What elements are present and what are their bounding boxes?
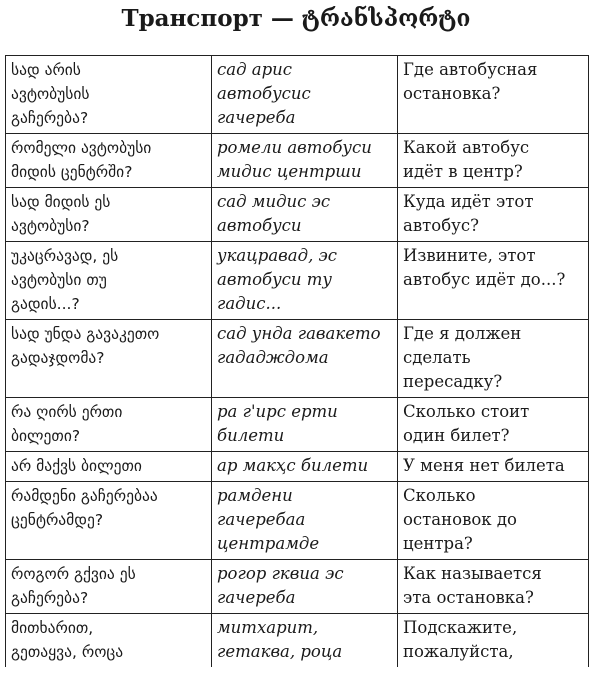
transliteration-cell (212, 452, 398, 482)
cell-line: Как называется (403, 564, 542, 583)
cell-line: рогор гквиа эс (217, 564, 344, 583)
table-row (6, 560, 589, 614)
page-title: Транспорт — ტრანსპორტი (121, 5, 471, 32)
cell-line: გაჩერება? (11, 109, 89, 127)
cell-line: რომელი ავტობუსი (11, 139, 152, 157)
cell-line: გეთაყვა, როცა (11, 643, 124, 661)
transliteration-cell (212, 398, 398, 452)
cell-line: автобус идёт до...? (403, 270, 566, 289)
cell-line: ავტობუსი თუ (11, 271, 107, 289)
georgian-cell (6, 614, 212, 668)
transliteration-cell (212, 188, 398, 242)
cell-line: один билет? (403, 426, 510, 445)
russian-cell (398, 134, 589, 188)
cell-line: სად მიდის ეს (11, 193, 111, 211)
russian-cell (398, 242, 589, 320)
table-row (6, 56, 589, 134)
cell-line: Извините, этот (403, 246, 536, 265)
transliteration-cell (212, 614, 398, 668)
table-row (6, 134, 589, 188)
cell-line: автобусис (217, 84, 311, 103)
cell-line: гадис... (217, 294, 282, 313)
cell-line: пожалуйста, (403, 642, 514, 661)
russian-cell (398, 614, 589, 668)
georgian-cell (6, 398, 212, 452)
cell-line: როგორ გქვია ეს (11, 565, 136, 583)
cell-line: ар макҳс билети (217, 456, 369, 475)
georgian-cell (6, 134, 212, 188)
georgian-cell (6, 482, 212, 560)
russian-cell (398, 188, 589, 242)
russian-cell (398, 56, 589, 134)
cell-line: У меня нет билета (403, 456, 565, 475)
transliteration-cell (212, 482, 398, 560)
cell-line: центрамде (217, 534, 320, 553)
cell-line: гачереба (217, 108, 296, 127)
cell-line: გადაჯდომა? (11, 349, 105, 367)
cell-line: Где автобусная (403, 60, 538, 79)
cell-line: Подскажите, (403, 618, 518, 637)
cell-line: ромели автобуси (217, 138, 372, 157)
cell-line: сделать (403, 348, 471, 367)
russian-cell (398, 560, 589, 614)
cell-line: автобус? (403, 216, 479, 235)
cell-line: митхарит, (217, 618, 319, 637)
cell-line: მიდის ცენტრში? (11, 163, 133, 181)
georgian-cell (6, 320, 212, 398)
table-row (6, 398, 589, 452)
russian-cell (398, 320, 589, 398)
cell-line: центра? (403, 534, 473, 553)
cell-line: რა ღირს ერთი (11, 403, 123, 421)
table-row (6, 188, 589, 242)
cell-line: гададждома (217, 348, 329, 367)
phrase-table-body (6, 56, 589, 668)
cell-line: რამდენი გაჩერებაა (11, 487, 158, 505)
cell-line: пересадку? (403, 372, 503, 391)
cell-line: Где я должен (403, 324, 522, 343)
cell-line: автобуси (217, 216, 302, 235)
transliteration-cell (212, 56, 398, 134)
cell-line: мидис центрши (217, 162, 362, 181)
russian-cell (398, 452, 589, 482)
cell-line: გადის...? (11, 295, 80, 313)
georgian-cell (6, 560, 212, 614)
cell-line: идёт в центр? (403, 162, 523, 181)
georgian-cell (6, 452, 212, 482)
cell-line: гетаква, роца (217, 642, 343, 661)
cell-line: сад мидис эс (217, 192, 331, 211)
cell-line: ცენტრამდე? (11, 511, 104, 529)
cell-line: არ მაქვს ბილეთი (11, 457, 142, 475)
table-row (6, 614, 589, 668)
cell-line: остановка? (403, 84, 501, 103)
cell-line: билети (217, 426, 285, 445)
georgian-cell (6, 188, 212, 242)
cell-line: სად უნდა გავაკეთო (11, 325, 160, 343)
cell-line: სად არის (11, 61, 81, 79)
cell-line: Куда идёт этот (403, 192, 534, 211)
table-row (6, 452, 589, 482)
transliteration-cell (212, 134, 398, 188)
cell-line: автобуси ту (217, 270, 332, 289)
cell-line: остановок до (403, 510, 517, 529)
cell-line: უკაცრავად, ეს (11, 247, 119, 265)
russian-cell (398, 482, 589, 560)
cell-line: гачеребаа (217, 510, 306, 529)
cell-line: эта остановка? (403, 588, 534, 607)
russian-cell (398, 398, 589, 452)
georgian-cell (6, 56, 212, 134)
cell-line: гачереба (217, 588, 296, 607)
cell-line: ავტობუსის (11, 85, 90, 103)
cell-line: ра г'ирс ерти (217, 402, 338, 421)
cell-line: Сколько стоит (403, 402, 530, 421)
cell-line: Сколько (403, 486, 476, 505)
cell-line: укацравад, эс (217, 246, 338, 265)
georgian-cell (6, 242, 212, 320)
cell-line: Какой автобус (403, 138, 530, 157)
cell-line: ავტობუსი? (11, 217, 90, 235)
transliteration-cell (212, 320, 398, 398)
cell-line: ბილეთი? (11, 427, 81, 445)
table-row (6, 242, 589, 320)
cell-line: сад арис (217, 60, 293, 79)
cell-line: рамдени (217, 486, 293, 505)
cell-line: გაჩერება? (11, 589, 89, 607)
transliteration-cell (212, 560, 398, 614)
table-row (6, 320, 589, 398)
cell-line: сад унда гавакето (217, 324, 381, 343)
transliteration-cell (212, 242, 398, 320)
cell-line: მითხარით, (11, 619, 94, 637)
phrase-table (5, 55, 589, 667)
table-row (6, 482, 589, 560)
